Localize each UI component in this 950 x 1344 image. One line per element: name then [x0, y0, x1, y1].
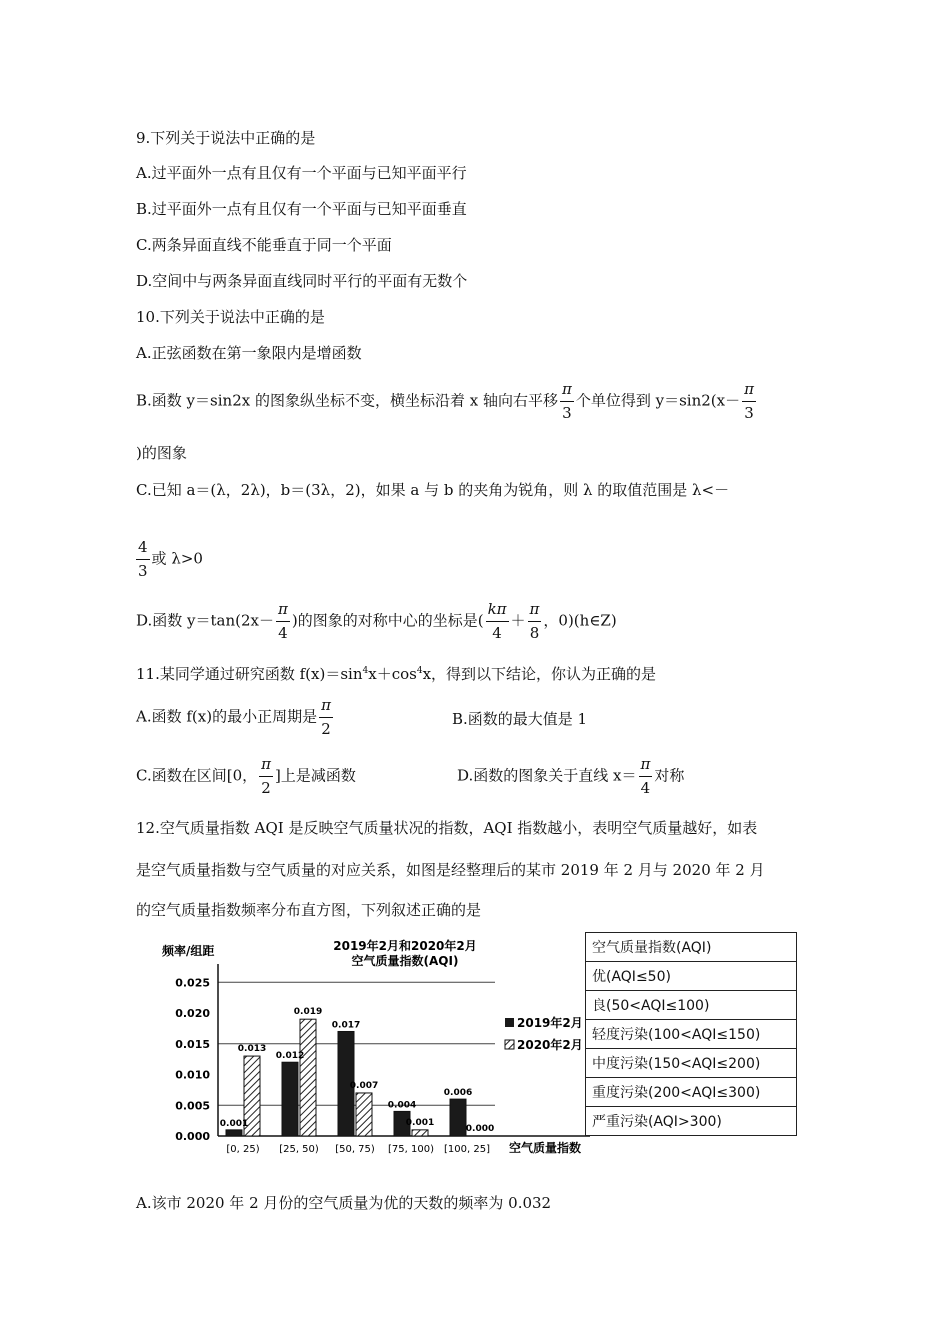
q10-option-c-cont [136, 540, 203, 579]
frac-num: π [640, 755, 651, 773]
aqi-table-row [586, 933, 797, 962]
q11-d-text-post: 对称 [654, 766, 685, 785]
bar-2019 [226, 1130, 242, 1136]
bar-2019 [450, 1099, 466, 1136]
q10-option-a: A.正弦函数在第一象限内是增函数 [136, 344, 362, 362]
q10-d-text-1: D.函数 y＝tan(2x－ [136, 611, 274, 630]
q10-d-text-2: )的图象的对称中心的坐标是( [291, 611, 484, 630]
bar-2020 [356, 1093, 372, 1136]
fraction-pi-over-2-c [259, 757, 273, 796]
aqi-table-row [586, 1020, 797, 1049]
frac-num: π [321, 696, 331, 714]
exponent: 4 [416, 666, 423, 676]
frac-den: 4 [640, 779, 651, 797]
q12-stem-line-1: 12.空气质量指数 AQI 是反映空气质量状况的指数，AQI 指数越小，表明空气质量越好，如表 [136, 819, 758, 837]
aqi-histogram-chart [160, 930, 600, 1162]
aqi-table-row [586, 1049, 797, 1078]
frac-den: 3 [138, 562, 148, 580]
aqi-table-row [586, 962, 797, 991]
x-axis-label: 空气质量指数 [508, 1141, 582, 1155]
frac-num: π [261, 755, 271, 773]
fraction-pi-over-4 [276, 602, 290, 641]
fraction-pi-over-3 [560, 382, 574, 421]
fraction-pi-over-2 [319, 698, 333, 737]
q10-b-text-1: B.函数 y＝sin2x 的图象纵坐标不变，横坐标沿着 x 轴向右平移 [136, 391, 558, 410]
q10-d-text-3: ，0)(h∈Z) [543, 611, 617, 630]
exponent: 4 [362, 666, 369, 676]
x-tick-label: [50, 75) [335, 1144, 375, 1155]
q11-d-text-pre: D.函数的图象关于直线 x＝ [457, 766, 637, 785]
fraction-pi-over-3-b [742, 382, 756, 421]
fraction-kpi-over-4 [486, 602, 509, 641]
frac-den: 2 [321, 720, 331, 738]
data-label-2019: 0.001 [219, 1118, 249, 1129]
q11-c-text-post: ]上是减函数 [274, 766, 356, 785]
x-tick-label: [0, 25) [226, 1144, 260, 1155]
frac-num: π [561, 380, 572, 398]
q11-option-c [136, 757, 356, 796]
q11-stem-post: x，得到以下结论，你认为正确的是 [422, 665, 657, 683]
q9-option-a: A.过平面外一点有且仅有一个平面与已知平面平行 [136, 164, 467, 182]
q10-option-d [136, 602, 617, 641]
data-label-2020: 0.001 [405, 1117, 435, 1128]
q10-stem: 10.下列关于说法中正确的是 [136, 308, 325, 326]
bar-2019 [282, 1062, 298, 1136]
data-label-2020: 0.019 [293, 1007, 323, 1018]
q11-a-text: A.函数 f(x)的最小正周期是 [136, 707, 318, 726]
q10-option-b [136, 382, 758, 421]
aqi-table-header-cell: 空气质量指数(AQI) [586, 933, 797, 962]
frac-num: π [744, 380, 754, 398]
aqi-table-cell: 重度污染(200<AQI≤300) [586, 1078, 797, 1107]
fraction-4-over-3 [136, 540, 150, 579]
aqi-table-cell: 中度污染(150<AQI≤200) [586, 1049, 797, 1078]
data-label-2020: 0.000 [465, 1124, 495, 1134]
frac-den: 4 [492, 624, 502, 642]
y-tick-label: 0.010 [175, 1068, 210, 1082]
aqi-table-row [586, 991, 797, 1020]
frac-den: 2 [261, 779, 271, 797]
data-label-2019: 0.017 [331, 1020, 361, 1031]
aqi-table-cell: 良(50<AQI≤100) [586, 991, 797, 1020]
legend-label-2019: 2019年2月 [517, 1016, 583, 1030]
chart-subtitle: 空气质量指数(AQI) [351, 954, 459, 968]
chart-title: 2019年2月和2020年2月 [333, 939, 477, 953]
q10-option-c: C.已知 a＝(λ，2λ)，b＝(3λ，2)，如果 a 与 b 的夹角为锐角，则 λ 的取值范围是 λ<－ [136, 481, 730, 499]
aqi-table-row [586, 1078, 797, 1107]
q12-stem-line-3: 的空气质量指数频率分布直方图，下列叙述正确的是 [136, 901, 482, 919]
data-label-2019: 0.006 [443, 1088, 473, 1099]
x-tick-label: [75, 100) [388, 1144, 434, 1155]
aqi-table-cell: 优(AQI≤50) [586, 962, 797, 991]
q9-option-b: B.过平面外一点有且仅有一个平面与已知平面垂直 [136, 200, 467, 218]
q10-c-text-2: 或 λ>0 [151, 549, 203, 568]
plus-sign: ＋ [510, 611, 526, 630]
data-label-2020: 0.013 [237, 1044, 267, 1055]
x-tick-label: [100, 25] [444, 1144, 490, 1155]
fraction-pi-over-4-d [639, 757, 653, 796]
y-axis-label: 频率/组距 [162, 944, 215, 958]
q12-option-a: A.该市 2020 年 2 月份的空气质量为优的天数的频率为 0.032 [136, 1194, 552, 1212]
q11-option-d [457, 757, 684, 796]
bar-2020 [412, 1130, 428, 1136]
frac-num: π [278, 600, 288, 618]
q11-stem [136, 661, 656, 684]
aqi-table-cell: 轻度污染(100<AQI≤150) [586, 1020, 797, 1049]
frac-den: 4 [278, 624, 288, 642]
frac-num: 4 [138, 538, 148, 556]
q10-option-b-cont: )的图象 [136, 444, 187, 462]
data-label-2019: 0.004 [387, 1100, 417, 1111]
q12-stem-line-2: 是空气质量指数与空气质量的对应关系，如图是经整理后的某市 2019 年 2 月与 2020 年 2 月 [136, 861, 765, 879]
q9-option-c: C.两条异面直线不能垂直于同一个平面 [136, 236, 392, 254]
aqi-level-table [585, 932, 797, 1136]
frac-den: 3 [744, 404, 754, 422]
fraction-pi-over-8 [528, 602, 542, 641]
bar-2020 [300, 1019, 316, 1136]
legend-swatch-2019 [505, 1018, 514, 1027]
y-tick-label: 0.025 [175, 976, 210, 990]
frac-num: π [529, 600, 540, 618]
y-tick-label: 0.015 [175, 1037, 210, 1051]
q11-c-text-pre: C.函数在区间[0， [136, 766, 258, 785]
y-tick-label: 0.005 [175, 1099, 210, 1113]
frac-den: 8 [529, 624, 540, 642]
q9-stem: 9.下列关于说法中正确的是 [136, 129, 316, 147]
x-tick-label: [25, 50) [279, 1144, 319, 1155]
data-label-2019: 0.012 [275, 1051, 305, 1062]
q11-option-b: B.函数的最大值是 1 [452, 710, 588, 728]
frac-num: kπ [487, 600, 507, 618]
data-label-2020: 0.007 [349, 1080, 379, 1091]
q9-option-d: D.空间中与两条异面直线同时平行的平面有无数个 [136, 272, 468, 290]
aqi-table-cell: 严重污染(AQI>300) [586, 1107, 797, 1136]
y-tick-label: 0.020 [175, 1007, 210, 1021]
q11-stem-mid: x＋cos [368, 665, 417, 683]
y-tick-label: 0.000 [175, 1130, 210, 1143]
q10-b-text-2: 个单位得到 y＝sin2(x－ [575, 391, 741, 410]
legend-swatch-2020 [505, 1040, 514, 1049]
q11-option-a [136, 698, 335, 737]
aqi-table-row [586, 1107, 797, 1136]
q11-stem-pre: 11.某同学通过研究函数 f(x)＝sin [136, 665, 363, 683]
frac-den: 3 [562, 404, 572, 422]
legend-label-2020: 2020年2月 [517, 1038, 583, 1052]
